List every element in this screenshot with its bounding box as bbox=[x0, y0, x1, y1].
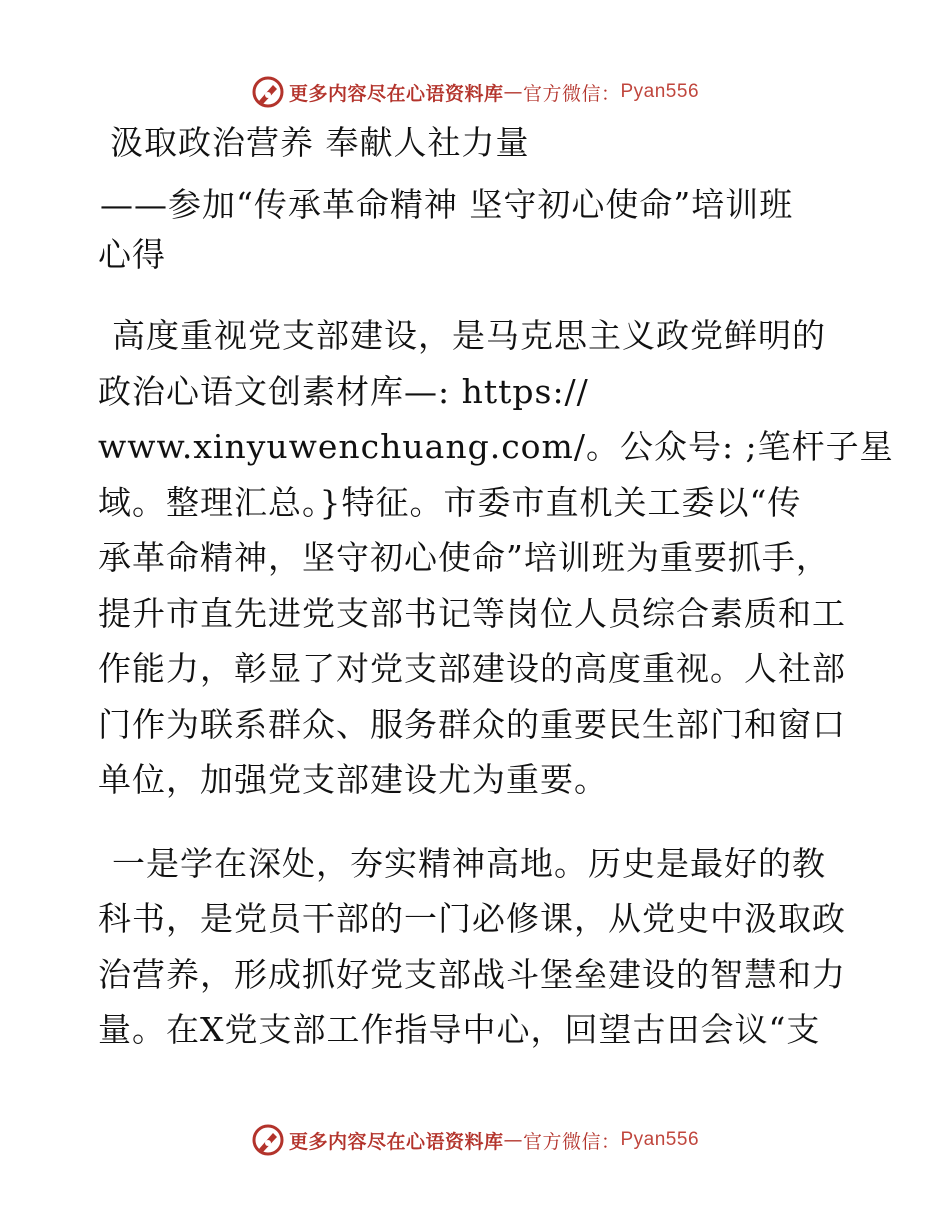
header-banner bbox=[0, 72, 950, 112]
banner-wechat-id: Pyan556 bbox=[620, 81, 700, 102]
footer-banner bbox=[0, 1120, 950, 1160]
banner-main-text: 更多内容尽在心语资料库 bbox=[288, 1130, 504, 1153]
paragraph-1-line: 高度重视党支部建设，是马克思主义政党鲜明的 bbox=[112, 316, 826, 355]
pen-logo-icon bbox=[251, 1123, 285, 1157]
paragraph-1-line: 作能力，彰显了对党支部建设的高度重视。人社部 bbox=[98, 649, 846, 688]
banner-wechat-id: Pyan556 bbox=[620, 1129, 700, 1150]
doc-title: 汲取政治营养 奉献人社力量 bbox=[110, 123, 530, 162]
banner-wechat-label: 官方微信： bbox=[522, 82, 621, 105]
paragraph-1-line: 门作为联系群众、服务群众的重要民生部门和窗口 bbox=[98, 704, 846, 744]
paragraph-2-line: 治营养，形成抓好党支部战斗堡垒建设的智慧和力 bbox=[98, 954, 846, 994]
paragraph-1-line: www.xinyuwenchuang.com/。公众号: ;笔杆子星 bbox=[98, 427, 894, 466]
document-body bbox=[98, 118, 894, 1058]
banner-main-text: 更多内容尽在心语资料库 bbox=[288, 82, 504, 105]
paragraph-2-line: 一是学在深处，夯实精神高地。历史是最好的教 bbox=[112, 843, 826, 883]
doc-subtitle-line: ——参加“传承革命精神 坚守初心使命”培训班 bbox=[100, 185, 794, 224]
paragraph-1-line: 单位，加强党支部建设尤为重要。 bbox=[98, 760, 608, 799]
paragraph-1-line: 承革命精神，坚守初心使命”培训班为重要抓手， bbox=[98, 538, 830, 577]
pen-logo-icon bbox=[251, 75, 285, 109]
banner-dash: — bbox=[503, 1129, 523, 1151]
paragraph-1-line: 域。整理汇总。}特征。市委市直机关工委以“传 bbox=[98, 482, 802, 522]
banner-wechat-label: 官方微信： bbox=[522, 1130, 621, 1153]
paragraph-2-line: 科书，是党员干部的一门必修课，从党史中汲取政 bbox=[98, 899, 846, 938]
doc-subtitle-line: 心得 bbox=[98, 235, 166, 274]
banner-dash: — bbox=[503, 81, 523, 103]
paragraph-1-line: 提升市直先进党支部书记等岗位人员综合素质和工 bbox=[98, 593, 846, 633]
paragraph-2-line: 量。在X党支部工作指导中心，回望古田会议“支 bbox=[98, 1010, 821, 1049]
paragraph-1-line: 政治心语文创素材库—: https:// bbox=[98, 371, 589, 411]
